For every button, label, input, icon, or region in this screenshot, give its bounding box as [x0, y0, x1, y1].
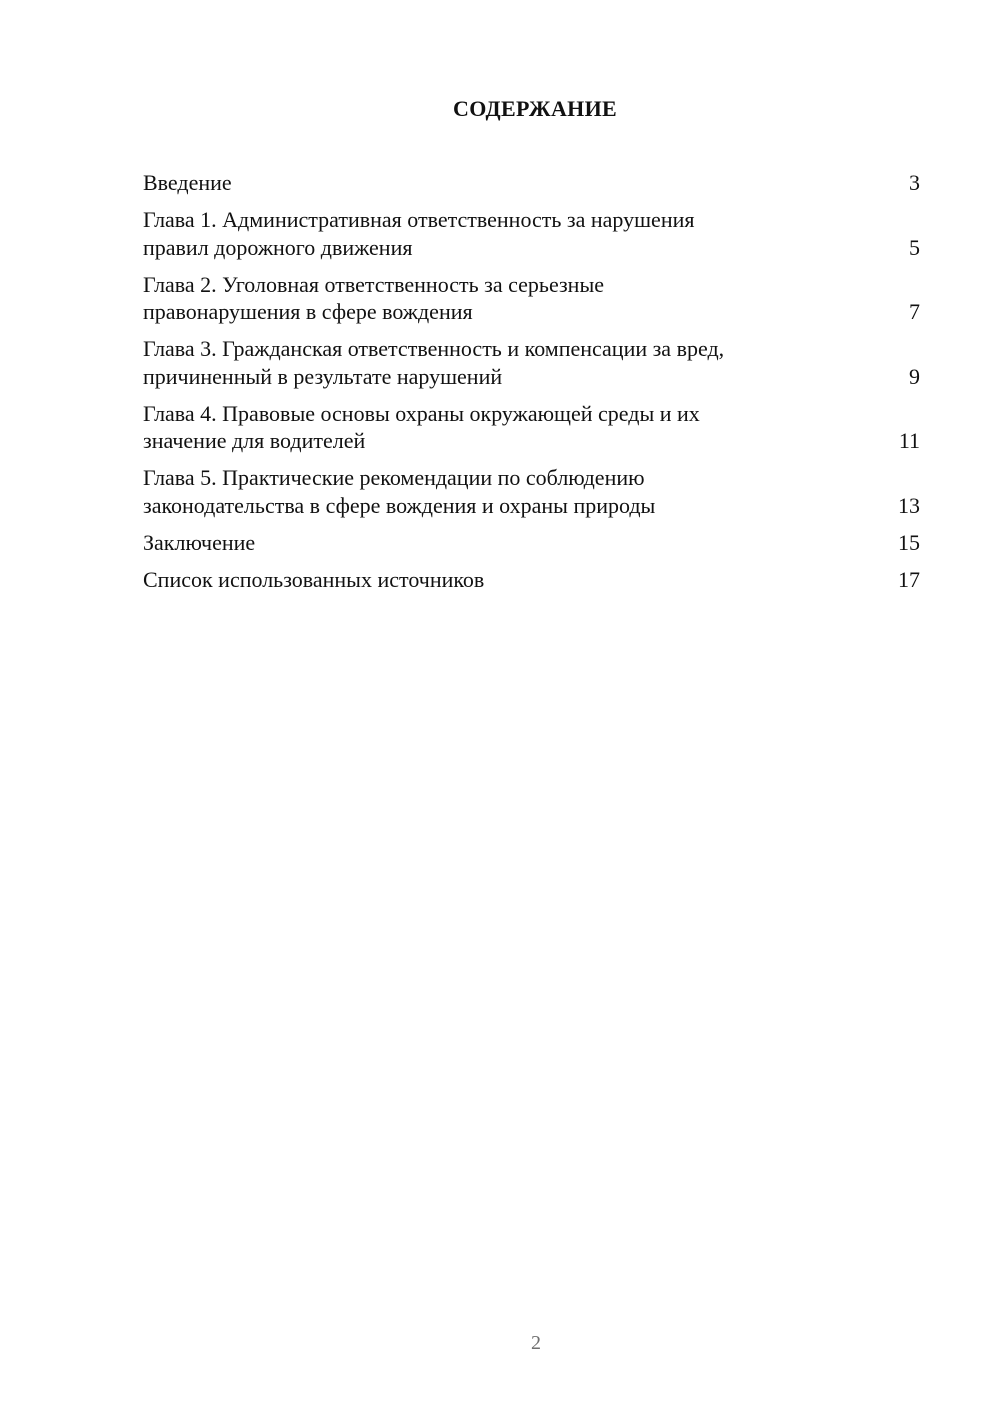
toc-entry-line: Введение: [143, 170, 232, 195]
toc-entry-line: Глава 2. Уголовная ответственность за серьезные: [143, 271, 604, 297]
toc-entry-references: [143, 566, 920, 594]
toc-entry-label: [143, 529, 890, 557]
toc-entry-chapter-5: [143, 464, 920, 519]
toc-entry-chapter-3: [143, 335, 920, 390]
toc-entry-label: [143, 400, 890, 455]
toc-entry-page-number: 3: [909, 170, 920, 195]
toc-entry-label: [143, 206, 890, 261]
toc-entry-page-number: 11: [898, 428, 920, 453]
toc-entry-introduction: [143, 169, 920, 197]
toc-entry-page-number: 17: [898, 566, 920, 592]
toc-entry-conclusion: [143, 529, 920, 557]
page-number: 2: [531, 1332, 541, 1354]
toc-entry-page-number: 15: [898, 529, 920, 555]
toc-entry-line: законодательства в сфере вождения и охраны природы: [143, 492, 656, 518]
toc-entry-label: [143, 169, 890, 197]
toc-entry-chapter-1: [143, 206, 920, 261]
page-title: СОДЕРЖАНИЕ: [453, 96, 617, 121]
toc-entry-chapter-2: [143, 271, 920, 326]
toc-entry-label: [143, 335, 890, 390]
toc-entry-line: Глава 5. Практические рекомендации по соблюдению: [143, 465, 645, 490]
toc-entry-line: Глава 3. Гражданская ответственность и компенсации за вред,: [143, 336, 725, 361]
toc-entry-label: [143, 271, 890, 326]
toc-entry-label: [143, 566, 890, 594]
table-of-contents: [143, 169, 920, 603]
toc-entry-line: значение для водителей: [143, 428, 366, 453]
toc-entry-line: правонарушения в сфере вождения: [143, 299, 473, 324]
toc-entry-line: Список использованных источников: [143, 566, 485, 592]
toc-entry-label: [143, 464, 890, 519]
toc-entry-chapter-4: [143, 400, 920, 455]
toc-entry-line: Заключение: [143, 529, 256, 555]
toc-entry-line: причиненный в результате нарушений: [143, 363, 503, 389]
toc-entry-page-number: 5: [909, 234, 920, 260]
toc-entry-page-number: 13: [898, 492, 920, 518]
toc-entry-line: Глава 1. Административная ответственность за нарушения: [143, 207, 695, 232]
toc-entry-page-number: 7: [909, 299, 920, 324]
toc-entry-line: Глава 4. Правовые основы охраны окружающей среды и их: [143, 400, 700, 426]
toc-entry-page-number: 9: [909, 363, 920, 389]
toc-entry-line: правил дорожного движения: [143, 234, 413, 260]
